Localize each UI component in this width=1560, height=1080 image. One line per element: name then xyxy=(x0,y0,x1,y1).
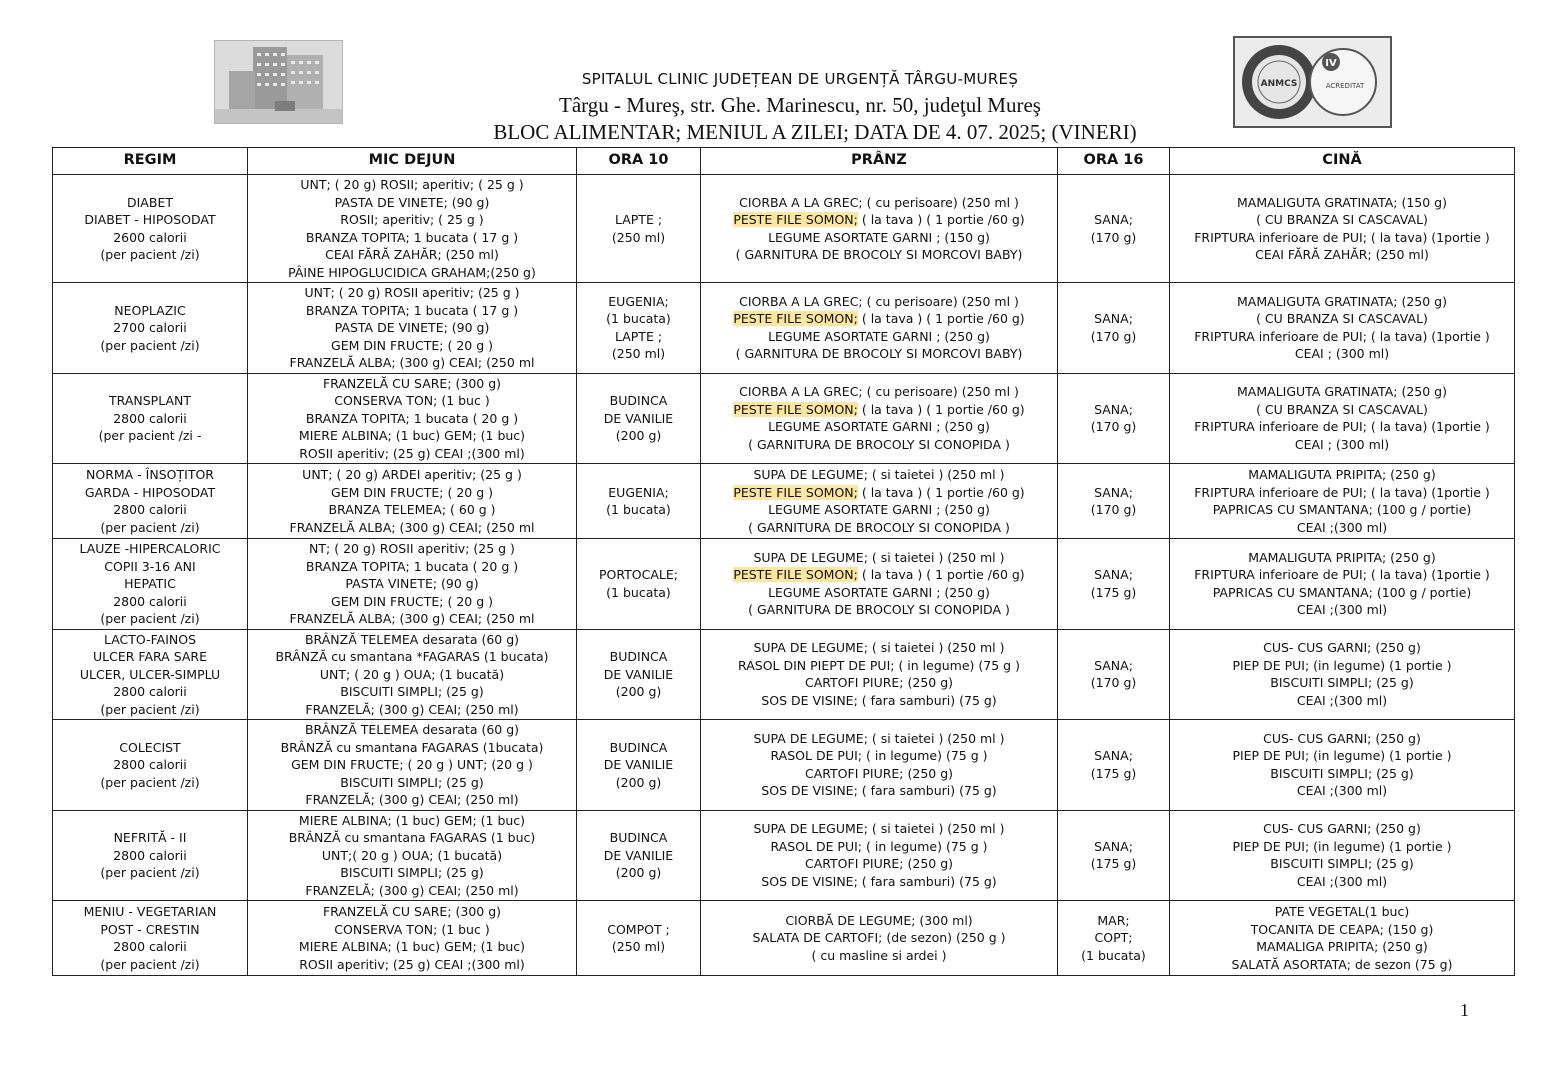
cell-line: UNT; ( 20 g) ROSII aperitiv; (25 g ) xyxy=(304,285,520,300)
cell-line: ( CU BRANZA SI CASCAVAL) xyxy=(1256,401,1428,417)
cell-line: (175 g) xyxy=(1090,584,1137,600)
cell-line: 2800 calorii xyxy=(113,502,187,517)
cell-line: CEAI ; (300 ml) xyxy=(1294,436,1390,452)
mic-dejun-cell xyxy=(248,373,577,464)
cell-line: PIEP DE PUI; (in legume) (1 portie ) xyxy=(1232,657,1452,673)
cell-line: FRIPTURA inferioare de PUI; ( la tava) (1portie ) xyxy=(1194,484,1490,500)
ora10-cell xyxy=(577,373,701,464)
cell-line: LEGUME ASORTATE GARNI ; (250 g) xyxy=(768,328,990,344)
cell-line: SANA; xyxy=(1094,838,1133,854)
cina-cell xyxy=(1170,175,1515,283)
cina-cell xyxy=(1170,283,1515,374)
cell-line: ULCER FARA SARE xyxy=(93,649,207,664)
cell-line: CARTOFI PIURE; (250 g) xyxy=(804,765,954,781)
ora10-cell xyxy=(577,810,701,901)
cell-line: (per pacient /zi) xyxy=(100,701,200,717)
cell-line: FRANZELĂ ALBA; (300 g) CEAI; (250 ml xyxy=(289,611,535,626)
mic-dejun-cell xyxy=(248,629,577,720)
table-row xyxy=(53,464,1515,539)
highlighted-dish: PESTE FILE SOMON; xyxy=(733,212,858,227)
cell-line: (175 g) xyxy=(1090,856,1137,872)
cell-line: (1 bucata) xyxy=(606,584,671,600)
pranz-cell xyxy=(701,720,1058,811)
ora10-cell xyxy=(577,720,701,811)
cell-line: LACTO-FAINOS xyxy=(103,631,197,647)
cell-line: PASTA DE VINETE; (90 g) xyxy=(334,320,490,335)
ora16-cell xyxy=(1058,629,1170,720)
cell-line: GARDA - HIPOSODAT xyxy=(84,484,216,500)
regim-cell xyxy=(53,901,248,976)
cell-line: LEGUME ASORTATE GARNI ; (250 g) xyxy=(768,419,990,435)
cell-line: (1 bucata) xyxy=(1081,947,1146,963)
cell-line: (per pacient /zi - xyxy=(98,428,202,443)
cell-line: COLECIST xyxy=(119,739,181,755)
ora16-cell xyxy=(1058,810,1170,901)
cell-line: (250 ml) xyxy=(611,229,666,245)
cell-line xyxy=(704,401,1054,419)
pranz-cell xyxy=(701,464,1058,539)
cell-line: PASTA VINETE; (90 g) xyxy=(345,576,479,591)
ora16-cell xyxy=(1058,464,1170,539)
cell-line: FRIPTURA inferioare de PUI; ( la tava) (1portie ) xyxy=(1194,567,1490,583)
cell-line: CARTOFI PIURE; (250 g) xyxy=(804,856,954,872)
table-row xyxy=(53,720,1515,811)
pranz-cell xyxy=(701,629,1058,720)
cell-line: FRIPTURA inferioare de PUI; ( la tava) (1portie ) xyxy=(1194,229,1490,245)
cell-line: MAR; xyxy=(1097,912,1130,928)
cell-line: CEAI ; (300 ml) xyxy=(1294,346,1390,362)
cell-line: NEFRITĂ - II xyxy=(113,830,187,845)
cell-line: (200 g) xyxy=(615,774,662,790)
dish-detail: ( la tava ) ( 1 portie /60 g) xyxy=(857,567,1025,583)
cell-line: CUS- CUS GARNI; (250 g) xyxy=(1263,640,1421,656)
cell-line: RASOL DIN PIEPT DE PUI; ( in legume) (75 g ) xyxy=(738,657,1020,673)
cell-line: UNT;( 20 g ) OUA; (1 bucată) xyxy=(321,847,503,863)
cell-line: 2800 calorii xyxy=(113,593,187,609)
cell-line: MIERE ALBINA; (1 buc) GEM; (1 buc) xyxy=(298,428,526,443)
cell-line: COPT; xyxy=(1094,930,1133,946)
pranz-cell xyxy=(701,373,1058,464)
cina-cell xyxy=(1170,373,1515,464)
cell-line: FRANZELĂ; (300 g) CEAI; (250 ml) xyxy=(305,792,519,807)
cell-line: MAMALIGUTA GRATINATA; (250 g) xyxy=(1237,293,1447,309)
cell-line: SALATA DE CARTOFI; (de sezon) (250 g ) xyxy=(752,930,1006,946)
cell-line: BRANZA TELEMEA; ( 60 g ) xyxy=(328,502,496,517)
regim-cell xyxy=(53,629,248,720)
cell-line: FRANZELĂ ALBA; (300 g) CEAI; (250 ml xyxy=(289,519,535,535)
cell-line: PAPRICAS CU SMANTANA; (100 g / portie) xyxy=(1212,502,1472,517)
cell-line: CUS- CUS GARNI; (250 g) xyxy=(1263,821,1421,837)
cell-line: BRÂNZĂ cu smantana *FAGARAS (1 bucata) xyxy=(275,649,549,664)
cell-line: (250 ml) xyxy=(611,939,666,954)
cell-line: MENIU - VEGETARIAN xyxy=(83,904,217,919)
cell-line: (250 ml) xyxy=(611,346,666,362)
cell-line: SALATĂ ASORTATA; de sezon (75 g) xyxy=(1231,956,1453,972)
cell-line: RASOL DE PUI; ( in legume) (75 g ) xyxy=(770,748,988,764)
cell-line: PATE VEGETAL(1 buc) xyxy=(1274,904,1410,919)
cell-line: LEGUME ASORTATE GARNI ; (150 g) xyxy=(768,229,990,245)
cina-cell xyxy=(1170,720,1515,811)
cina-cell xyxy=(1170,464,1515,539)
cell-line: SUPA DE LEGUME; ( si taietei ) (250 ml ) xyxy=(753,467,1005,482)
cell-line: MAMALIGA PRIPITA; (250 g) xyxy=(1256,939,1428,954)
cell-line: FRANZELĂ; (300 g) CEAI; (250 ml) xyxy=(305,882,519,898)
regim-cell xyxy=(53,810,248,901)
cell-line: UNT; ( 20 g ) OUA; (1 bucată) xyxy=(319,666,505,682)
cell-line: CEAI ;(300 ml) xyxy=(1296,783,1388,799)
cell-line: SUPA DE LEGUME; ( si taietei ) (250 ml ) xyxy=(753,549,1005,565)
cell-line: BUDINCA xyxy=(609,739,668,755)
ora16-cell xyxy=(1058,373,1170,464)
hospital-address: Târgu - Mureş, str. Ghe. Marinescu, nr. 50, judeţul Mureş xyxy=(559,93,1041,117)
cell-line: DE VANILIE xyxy=(603,757,674,772)
cell-line: SANA; xyxy=(1094,657,1133,673)
cell-line: ROSII; aperitiv; ( 25 g ) xyxy=(340,212,484,227)
table-row xyxy=(53,539,1515,630)
cell-line: (per pacient /zi) xyxy=(100,865,200,880)
cell-line: PIEP DE PUI; (in legume) (1 portie ) xyxy=(1232,748,1452,764)
seal-small-text: ACREDITAT xyxy=(1325,82,1365,90)
cell-line: 2600 calorii xyxy=(113,229,187,245)
cell-line: SOS DE VISINE; ( fara samburi) (75 g) xyxy=(761,783,997,799)
cell-line: TOCANITA DE CEAPA; (150 g) xyxy=(1250,921,1434,937)
col-header-cina: CINĂ xyxy=(1170,148,1515,175)
regim-cell xyxy=(53,539,248,630)
cell-line: BRÂNZĂ cu smantana FAGARAS (1 buc) xyxy=(288,830,536,845)
ora10-cell xyxy=(577,629,701,720)
menu-header-row xyxy=(53,148,1515,175)
cell-line: FRANZELĂ CU SARE; (300 g) xyxy=(322,904,502,919)
cell-line: ROSII aperitiv; (25 g) CEAI ;(300 ml) xyxy=(299,956,525,972)
mic-dejun-cell xyxy=(248,175,577,283)
cell-line: ( CU BRANZA SI CASCAVAL) xyxy=(1256,212,1428,227)
regim-cell xyxy=(53,464,248,539)
cell-line: DIABET xyxy=(127,194,173,210)
cell-line xyxy=(704,484,1054,502)
cell-line: PAPRICAS CU SMANTANA; (100 g / portie) xyxy=(1212,584,1472,600)
cell-line: SANA; xyxy=(1094,567,1133,583)
seal-top-text: ANMCS xyxy=(1260,79,1298,89)
cell-line: (200 g) xyxy=(615,428,662,443)
cell-line: FRANZELĂ CU SARE; (300 g) xyxy=(322,375,502,391)
cell-line: BRÂNZĂ cu smantana FAGARAS (1bucata) xyxy=(280,739,544,755)
cell-line: DE VANILIE xyxy=(603,410,674,426)
mic-dejun-cell xyxy=(248,720,577,811)
page-number: 1 xyxy=(1460,1000,1469,1020)
dish-detail: ( la tava ) ( 1 portie /60 g) xyxy=(857,484,1025,500)
ora10-cell xyxy=(577,539,701,630)
cina-cell xyxy=(1170,539,1515,630)
document-title: BLOC ALIMENTAR; MENIUL A ZILEI; DATA DE 4. 07. 2025; (VINERI) xyxy=(493,120,1137,144)
cell-line: CEAI FĂRĂ ZAHĂR; (250 ml) xyxy=(325,247,499,262)
menu-table xyxy=(52,147,1515,976)
ora16-cell xyxy=(1058,283,1170,374)
cell-line: PIEP DE PUI; (in legume) (1 portie ) xyxy=(1232,838,1452,854)
ora10-cell xyxy=(577,283,701,374)
cell-line: GEM DIN FRUCTE; ( 20 g ) xyxy=(331,484,493,500)
dish-detail: ( la tava ) ( 1 portie /60 g) xyxy=(857,311,1025,327)
cell-line: SUPA DE LEGUME; ( si taietei ) (250 ml ) xyxy=(753,730,1005,746)
cell-line: 2800 calorii xyxy=(113,684,187,699)
cell-line: ROSII aperitiv; (25 g) CEAI ;(300 ml) xyxy=(299,445,525,461)
cell-line: BUDINCA xyxy=(609,649,668,664)
cell-line: GEM DIN FRUCTE; ( 20 g ) xyxy=(331,337,493,353)
cell-line: CIORBA A LA GREC; ( cu perisoare) (250 ml ) xyxy=(739,293,1019,309)
cina-cell xyxy=(1170,901,1515,976)
ora16-cell xyxy=(1058,720,1170,811)
cell-line: (per pacient /zi) xyxy=(100,247,200,262)
cell-line: EUGENIA; xyxy=(608,484,669,500)
regim-cell xyxy=(53,283,248,374)
cell-line: (170 g) xyxy=(1090,502,1137,517)
ora16-cell xyxy=(1058,175,1170,283)
mic-dejun-cell xyxy=(248,810,577,901)
dish-detail: ( la tava ) ( 1 portie /60 g) xyxy=(857,401,1025,417)
ora16-cell xyxy=(1058,539,1170,630)
cell-line: FRANZELĂ; (300 g) CEAI; (250 ml) xyxy=(305,701,519,717)
cell-line: (per pacient /zi) xyxy=(100,519,200,535)
cell-line: NORMA - ÎNSOȚITOR xyxy=(86,467,214,482)
cell-line: BRANZA TOPITA; 1 bucata ( 17 g ) xyxy=(305,302,519,318)
cell-line: EUGENIA; xyxy=(608,293,669,309)
cell-line: LEGUME ASORTATE GARNI ; (250 g) xyxy=(768,502,990,517)
pranz-cell xyxy=(701,810,1058,901)
cell-line: ( GARNITURA DE BROCOLY SI MORCOVI BABY) xyxy=(735,247,1023,262)
cell-line: UNT; ( 20 g) ARDEI aperitiv; (25 g ) xyxy=(302,467,522,482)
cell-line: LEGUME ASORTATE GARNI ; (250 g) xyxy=(768,584,990,600)
col-header-ora-10: ORA 10 xyxy=(577,148,701,175)
pranz-cell xyxy=(701,901,1058,976)
cell-line: BISCUITI SIMPLI; (25 g) xyxy=(340,774,484,790)
cell-line: UNT; ( 20 g) ROSII; aperitiv; ( 25 g ) xyxy=(300,177,524,192)
pranz-cell xyxy=(701,283,1058,374)
cell-line: (1 bucata) xyxy=(606,311,671,327)
cell-line: CIORBA A LA GREC; ( cu perisoare) (250 ml ) xyxy=(739,194,1019,210)
cell-line: NT; ( 20 g) ROSII aperitiv; (25 g ) xyxy=(309,541,515,556)
cell-line: BRANZA TOPITA; 1 bucata ( 20 g ) xyxy=(305,410,519,426)
cell-line: CIORBA A LA GREC; ( cu perisoare) (250 ml ) xyxy=(739,384,1019,400)
cell-line: NEOPLAZIC xyxy=(114,302,186,318)
cell-line: SANA; xyxy=(1094,748,1133,764)
cell-line: (per pacient /zi) xyxy=(100,774,200,790)
cell-line: BRÂNZĂ TELEMEA desarata (60 g) xyxy=(304,722,520,737)
cell-line: ( GARNITURA DE BROCOLY SI CONOPIDA ) xyxy=(748,602,1010,618)
cell-line: (per pacient /zi) xyxy=(100,956,200,972)
cell-line: ( GARNITURA DE BROCOLY SI MORCOVI BABY) xyxy=(735,346,1023,362)
table-row xyxy=(53,629,1515,720)
cell-line: GEM DIN FRUCTE; ( 20 g ) UNT; (20 g ) xyxy=(291,757,533,772)
pranz-cell xyxy=(701,539,1058,630)
cell-line: GEM DIN FRUCTE; ( 20 g ) xyxy=(331,593,493,609)
cell-line: COMPOT ; xyxy=(607,921,670,937)
cell-line: BRANZA TOPITA; 1 bucata ( 20 g ) xyxy=(305,558,519,574)
cell-line xyxy=(704,566,1054,584)
cell-line: (170 g) xyxy=(1090,419,1137,435)
cell-line: ( GARNITURA DE BROCOLY SI CONOPIDA ) xyxy=(748,519,1010,535)
highlighted-dish: PESTE FILE SOMON; xyxy=(733,401,858,417)
cell-line: POST - CRESTIN xyxy=(100,921,200,937)
ora10-cell xyxy=(577,901,701,976)
highlighted-dish: PESTE FILE SOMON; xyxy=(733,484,858,500)
cell-line: ULCER, ULCER-SIMPLU xyxy=(79,666,221,682)
cell-line: SANA; xyxy=(1094,311,1133,327)
col-header-ora-16: ORA 16 xyxy=(1058,148,1170,175)
cell-line: (170 g) xyxy=(1090,328,1137,344)
table-row xyxy=(53,373,1515,464)
cell-line: DE VANILIE xyxy=(603,847,674,863)
cell-line: FRIPTURA inferioare de PUI; ( la tava) (1portie ) xyxy=(1194,419,1490,435)
mic-dejun-cell xyxy=(248,283,577,374)
cell-line: CEAI ;(300 ml) xyxy=(1296,873,1388,889)
cell-line: MIERE ALBINA; (1 buc) GEM; (1 buc) xyxy=(298,939,526,954)
cell-line: CEAI ;(300 ml) xyxy=(1296,602,1388,618)
cell-line: CIORBĂ DE LEGUME; (300 ml) xyxy=(785,912,973,928)
cell-line: PÂINE HIPOGLUCIDICA GRAHAM;(250 g) xyxy=(288,264,536,280)
col-header-regim: REGIM xyxy=(53,148,248,175)
cell-line: LAPTE ; xyxy=(614,212,663,227)
cell-line: 2700 calorii xyxy=(113,320,187,335)
cell-line: FRIPTURA inferioare de PUI; ( la tava) (1portie ) xyxy=(1194,328,1490,344)
cell-line: ( GARNITURA DE BROCOLY SI CONOPIDA ) xyxy=(748,436,1010,452)
cell-line: 2800 calorii xyxy=(113,410,187,426)
cell-line: FRANZELĂ ALBA; (300 g) CEAI; (250 ml xyxy=(289,355,535,370)
regim-cell xyxy=(53,720,248,811)
cell-line: RASOL DE PUI; ( in legume) (75 g ) xyxy=(770,838,988,854)
cell-line: MAMALIGUTA GRATINATA; (150 g) xyxy=(1237,194,1447,210)
pranz-cell xyxy=(701,175,1058,283)
dish-detail: ( la tava ) ( 1 portie /60 g) xyxy=(857,212,1025,227)
cell-line: SUPA DE LEGUME; ( si taietei ) (250 ml ) xyxy=(753,821,1005,837)
table-row xyxy=(53,810,1515,901)
cell-line: MAMALIGUTA GRATINATA; (250 g) xyxy=(1237,384,1447,400)
table-row xyxy=(53,901,1515,976)
cell-line: 2800 calorii xyxy=(113,939,187,954)
col-header-mic-dejun: MIC DEJUN xyxy=(248,148,577,175)
cell-line: CONSERVA TON; (1 buc ) xyxy=(334,393,490,408)
cell-line: LAUZE -HIPERCALORIC xyxy=(79,541,221,556)
cell-line: CUS- CUS GARNI; (250 g) xyxy=(1263,730,1421,746)
cell-line: (1 bucata) xyxy=(606,502,671,517)
cell-line: BUDINCA xyxy=(609,393,668,408)
cell-line: BISCUITI SIMPLI; (25 g) xyxy=(1270,765,1414,781)
cina-cell xyxy=(1170,629,1515,720)
cell-line xyxy=(704,310,1054,328)
table-row xyxy=(53,175,1515,283)
cell-line: DIABET - HIPOSODAT xyxy=(84,212,216,227)
cell-line: COPII 3-16 ANI xyxy=(104,558,196,574)
cell-line: SANA; xyxy=(1094,401,1133,417)
cell-line xyxy=(704,211,1054,229)
highlighted-dish: PESTE FILE SOMON; xyxy=(733,567,858,583)
cell-line: 2800 calorii xyxy=(113,757,187,772)
cell-line: ( CU BRANZA SI CASCAVAL) xyxy=(1256,311,1428,327)
cell-line: SUPA DE LEGUME; ( si taietei ) (250 ml ) xyxy=(753,640,1005,656)
menu-body xyxy=(53,175,1515,976)
ora10-cell xyxy=(577,464,701,539)
col-header-pranz: PRÂNZ xyxy=(701,148,1058,175)
mic-dejun-cell xyxy=(248,539,577,630)
seal-roman-text: IV xyxy=(1325,58,1337,69)
cell-line: TRANSPLANT xyxy=(109,393,191,408)
cell-line: SOS DE VISINE; ( fara samburi) (75 g) xyxy=(761,692,997,708)
mic-dejun-cell xyxy=(248,464,577,539)
cell-line: BISCUITI SIMPLI; (25 g) xyxy=(340,865,484,880)
cell-line: LAPTE ; xyxy=(614,328,663,344)
cell-line: CEAI ;(300 ml) xyxy=(1296,692,1388,708)
cell-line: (per pacient /zi) xyxy=(100,337,200,353)
cina-cell xyxy=(1170,810,1515,901)
cell-line: (170 g) xyxy=(1090,229,1137,245)
cell-line: (200 g) xyxy=(615,684,662,699)
cell-line: (per pacient /zi) xyxy=(100,611,200,626)
cell-line: MAMALIGUTA PRIPITA; (250 g) xyxy=(1248,467,1436,482)
cell-line: 2800 calorii xyxy=(113,847,187,863)
table-row xyxy=(53,283,1515,374)
cell-line: BISCUITI SIMPLI; (25 g) xyxy=(1270,675,1414,691)
cell-line: ( cu masline si ardei ) xyxy=(811,947,947,963)
cell-line: MIERE ALBINA; (1 buc) GEM; (1 buc) xyxy=(298,812,526,828)
cell-line: (175 g) xyxy=(1090,765,1137,781)
cell-line: CONSERVA TON; (1 buc ) xyxy=(334,921,490,937)
cell-line: BISCUITI SIMPLI; (25 g) xyxy=(1270,856,1414,872)
cell-line: (170 g) xyxy=(1090,675,1137,691)
ora16-cell xyxy=(1058,901,1170,976)
cell-line: CEAI FĂRĂ ZAHĂR; (250 ml) xyxy=(1255,247,1429,262)
mic-dejun-cell xyxy=(248,901,577,976)
cell-line: BISCUITI SIMPLI; (25 g) xyxy=(340,684,484,699)
cell-line: SANA; xyxy=(1094,484,1133,500)
ora10-cell xyxy=(577,175,701,283)
cell-line: PORTOCALE; xyxy=(599,567,678,583)
regim-cell xyxy=(53,175,248,283)
cell-line: BUDINCA xyxy=(609,830,668,845)
cell-line: CEAI ;(300 ml) xyxy=(1296,519,1388,535)
cell-line: SANA; xyxy=(1094,212,1133,227)
cell-line: PASTA DE VINETE; (90 g) xyxy=(334,194,490,210)
cell-line: BRANZA TOPITA; 1 bucata ( 17 g ) xyxy=(305,229,519,245)
cell-line: MAMALIGUTA PRIPITA; (250 g) xyxy=(1248,549,1436,565)
cell-line: SOS DE VISINE; ( fara samburi) (75 g) xyxy=(761,873,997,889)
cell-line: BRÂNZĂ TELEMEA desarata (60 g) xyxy=(304,631,520,647)
highlighted-dish: PESTE FILE SOMON; xyxy=(733,311,858,327)
cell-line: (200 g) xyxy=(615,865,662,880)
hospital-name: SPITALUL CLINIC JUDEȚEAN DE URGENȚĂ TÂRGU-MUREȘ xyxy=(581,70,1019,88)
cell-line: CARTOFI PIURE; (250 g) xyxy=(804,675,954,691)
regim-cell xyxy=(53,373,248,464)
cell-line: DE VANILIE xyxy=(603,666,674,682)
cell-line: HEPATIC xyxy=(124,576,176,591)
